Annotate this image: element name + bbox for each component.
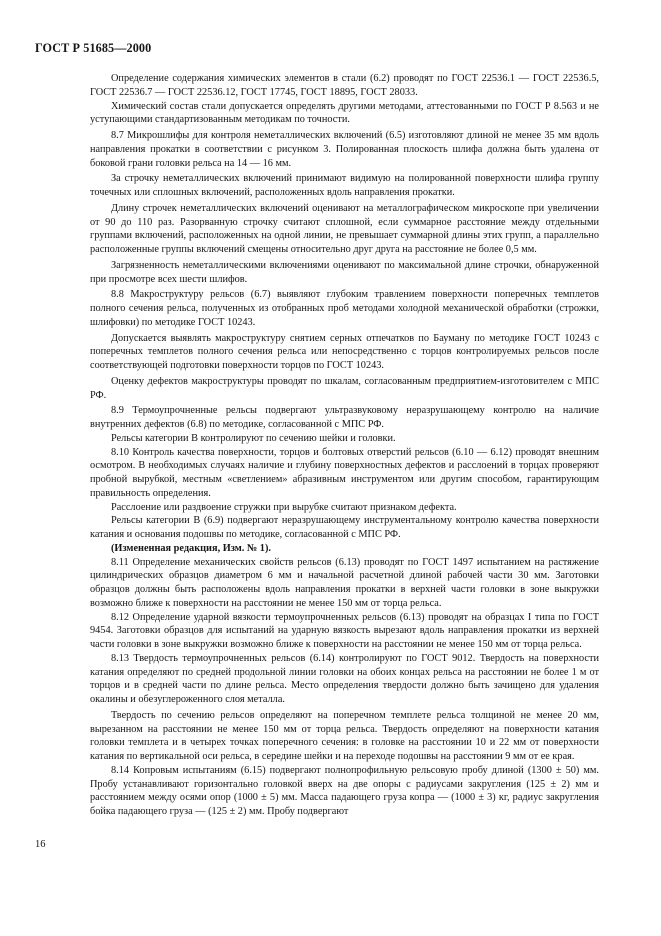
paragraph-hardness-section: Твердость по сечению рельсов определяют на поперечном темплете рельса толщиной не менее 20 мм, вырезанном на расстоянии не менее 150 мм от торца рельса. Твердость определяют на поверхности катания головки темплета и в четырех точках поперечного сечения: в головке на расстоянии 10 и 22 мм от поверхности катания по вертикальной оси рельса, в середине шейки и на переходе подошвы на расстоянии 9 мм от ее края. (90, 709, 599, 762)
paragraph-inclusion-length: Длину строчек неметаллических включений оценивают на металлографическом микроскопе при увеличении от 90 до 110 раз. Разорванную строчку считают сплошной, если суммарное расстояние между отдельными группами включений, расположенных на одной линии, не превышает суммарной длины этих групп, а параллельно расположенные группы включений смещены относительно друг друга на расстояние не более 0,5 мм. (90, 202, 599, 255)
paragraph-8-7: 8.7 Микрошлифы для контроля неметаллических включений (6.5) изготовляют длиной не менее 35 мм вдоль направления прокатки в соответствии с рисунком 3. Полированная плоскость шлифа должна быть удалена от боковой грани головки рельса на 14 — 16 мм. (90, 130, 599, 169)
document-header: ГОСТ Р 51685—2000 (35, 41, 152, 55)
paragraph-alt-methods: Химический состав стали допускается определять другими методами, аттестованными по ГОСТ Р 8.563 и не уступающими стандартизованным методикам по точности. (90, 100, 599, 126)
paragraph-revision-note: (Измененная редакция, Изм. № 1). (111, 542, 271, 554)
paragraph-inclusion-line: За строчку неметаллических включений принимают видимую на полированной поверхности шлифа группу точечных или сплошных включений, расположенных вдоль направления прокатки. (90, 173, 599, 198)
paragraph-chemical-analysis: Определение содержания химических элементов в стали (6.2) проводят по ГОСТ 22536.1 — ГОСТ 22536.5, ГОСТ 22536.7 — ГОСТ 22536.12, ГОСТ 17745, ГОСТ 18895, ГОСТ 28033. (90, 73, 599, 98)
paragraph-8-13: 8.13 Твердость термоупрочненных рельсов (6.14) контролируют по ГОСТ 9012. Твердость на поверхности катания определяют по средней продольной линии головки на обоих концах рельса на расстоянии не более 1 м от торцов и в средней части по длине рельса. Место определения твердости должно быть зачищено для удаления окалины и обезуглероженного слоя металла. (90, 652, 599, 705)
document-body (90, 72, 599, 819)
paragraph-8-8: 8.8 Макроструктуру рельсов (6.7) выявляют глубоким травлением поверхности поперечных темплетов полного сечения рельса, полученных из отобранных проб методами холодной механической обработки (строжки, шлифовки) по методике ГОСТ 10243. (90, 289, 599, 328)
paragraph-8-11: 8.11 Определение механических свойств рельсов (6.13) проводят по ГОСТ 1497 испытанием на растяжение цилиндрических образцов диаметром 6 мм и начальной расчетной длиной рабочей части 30 мм. Заготовки образцов должны быть расположены вдоль направления прокатки в верхней части головки в зоне выкружки возможно ближе к поверхности на расстоянии не менее 150 мм от торца рельса. (90, 556, 599, 609)
paragraph-delamination: Расслоение или раздвоение стружки при вырубке считают признаком дефекта. (111, 501, 457, 513)
paragraph-category-v: Рельсы категории В контролируют по сечению шейки и головки. (111, 432, 396, 444)
paragraph-macro-defects: Оценку дефектов макроструктуры проводят по шкалам, согласованным предприятием-изготовителем с МПС РФ. (90, 375, 599, 401)
paragraph-8-14: 8.14 Копровым испытаниям (6.15) подвергают полнопрофильную рельсовую пробу длиной (1300 ± 50) мм. Пробу устанавливают горизонтально головкой вверх на две опоры с радиусами закругления (125 ± 2) мм и расстоянием между осями опор (1000 ± 5) мм. Масса падающего груза копра — (1000 ± 3) кг, радиус закругления бойка падающего груза — (125 ± 2) мм. Пробу подвергают (90, 764, 599, 817)
paragraph-baumann: Допускается выявлять макроструктуру снятием серных отпечатков по Бауману по методике ГОСТ 10243 с поперечных темплетов полного сечения рельса или непосредственно с торцов контролируемых рельсов после соответствующей подготовки поверхности торцов по ГОСТ 10243. (90, 332, 599, 371)
paragraph-8-12: 8.12 Определение ударной вязкости термоупрочненных рельсов (6.13) проводят на образцах I типа по ГОСТ 9454. Заготовки образцов для испытаний на ударную вязкость вырезают вдоль направления прокатки из верхней части головки в зоне выкружки возможно ближе к поверхности на расстоянии не менее 150 мм от торца рельса. (90, 611, 599, 650)
paragraph-8-9: 8.9 Термоупрочненные рельсы подвергают ультразвуковому неразрушающему контролю на наличие внутренних дефектов (6.8) по методике, согласованной с МПС РФ. (90, 405, 599, 430)
paragraph-8-10: 8.10 Контроль качества поверхности, торцов и болтовых отверстий рельсов (6.10 — 6.12) проводят внешним осмотром. В необходимых случаях наличие и глубину поверхностных дефектов и расслоений в торцах проверяют пробной вырубкой, местным «светлением» абразивным инструментом или другим способом, гарантирующим правильность определения. (90, 446, 599, 499)
paragraph-category-v-surface: Рельсы категории В (6.9) подвергают неразрушающему инструментальному контролю качества поверхности катания и основания подошвы по методике, согласованной с МПС РФ. (90, 515, 599, 540)
page-number: 16 (35, 839, 46, 850)
paragraph-contamination: Загрязненность неметаллическими включениями оценивают по максимальной длине строчки, обнаруженной при просмотре всех шести шлифов. (90, 259, 599, 285)
